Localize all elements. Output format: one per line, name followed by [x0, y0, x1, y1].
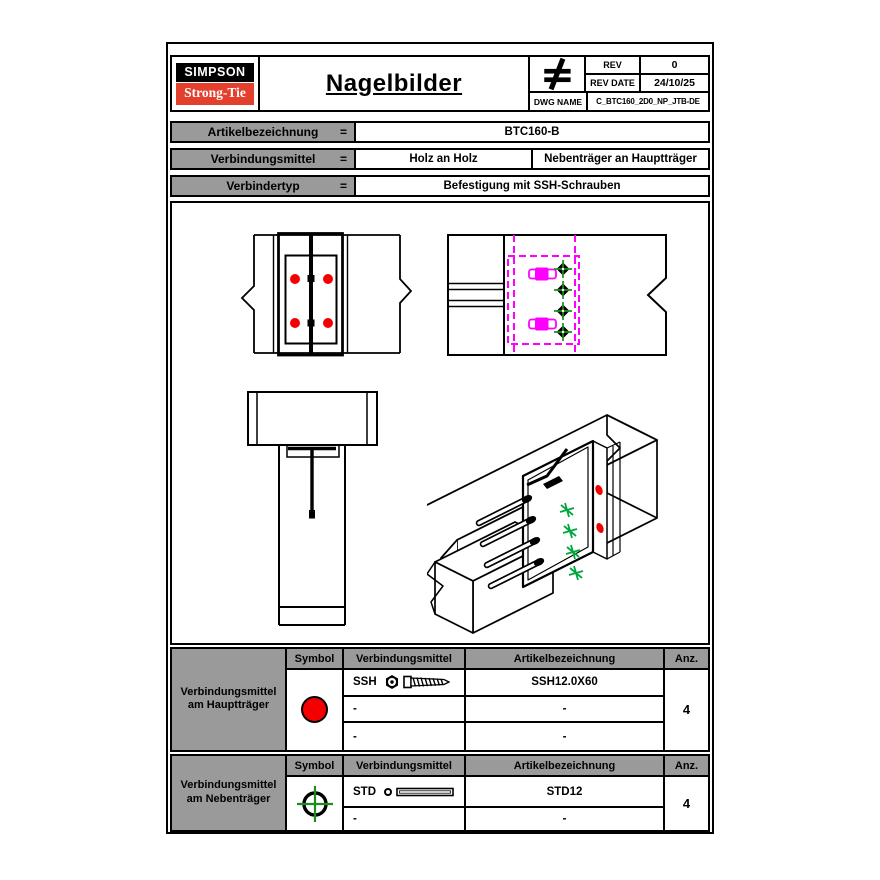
col-header-symbol: Symbol [287, 756, 344, 777]
equals-sign: = [339, 179, 347, 193]
spec-value: Befestigung mit SSH-Schrauben [443, 180, 621, 192]
spec-label-text: Artikelbezeichnung [207, 125, 319, 139]
rev-value: 0 [671, 59, 678, 71]
article-cell: - [466, 723, 665, 750]
title-block [170, 55, 710, 112]
company-logo [172, 57, 260, 110]
spec-value: BTC160-B [504, 126, 560, 138]
spec-row-verbindungsmittel [170, 148, 710, 170]
spec-label [172, 177, 356, 195]
spec-label [172, 150, 356, 168]
fastener-table-haupttraeger [170, 647, 710, 752]
col-header-symbol: Symbol [287, 649, 344, 670]
col-header-verbindungsmittel: Verbindungsmittel [344, 756, 466, 777]
isometric-view-drawing [427, 390, 697, 644]
article-cell: - [466, 808, 665, 830]
spec-value: Nebenträger an Hauptträger [531, 150, 708, 168]
table-row-label: Verbindungsmittel am Hauptträger [172, 649, 287, 750]
page-title: Nagelbilder [325, 69, 463, 97]
green-crosshair-symbol [287, 777, 344, 830]
quantity-cell: 4 [682, 796, 691, 811]
dowel-pin-icon [383, 785, 455, 799]
spec-value: Holz an Holz [409, 153, 478, 165]
article-cell: - [466, 697, 665, 724]
quantity-cell: 4 [682, 702, 691, 718]
fastener-cell: - [344, 697, 466, 724]
spec-label-text: Verbindertyp [226, 179, 300, 193]
red-circle-symbol [287, 670, 344, 750]
col-header-verbindungsmittel: Verbindungsmittel [344, 649, 466, 670]
plan-view-drawing [440, 226, 677, 363]
fastener-cell: - [344, 808, 466, 830]
ssh-screw-markers [529, 268, 556, 331]
col-header-artikelbezeichnung: Artikelbezeichnung [466, 649, 665, 670]
article-cell: SSH12.0X60 [466, 670, 665, 697]
spec-row-artikelbezeichnung [170, 121, 710, 143]
drawing-area [170, 201, 710, 645]
equals-sign: = [339, 125, 347, 139]
fastener-table-nebentraeger [170, 754, 710, 832]
article-cell: STD12 [466, 777, 665, 808]
dwg-name-label: DWG NAME [530, 93, 588, 110]
spec-label [172, 123, 356, 141]
title-cell [260, 57, 530, 110]
rev-label: REV [586, 57, 641, 73]
not-equal-logo-icon [530, 57, 586, 91]
dwg-name-value: C_BTC160_2D0_NP_JTB-DE [596, 97, 700, 106]
rev-date-label: REV DATE [586, 75, 641, 91]
col-header-anz: Anz. [665, 649, 708, 670]
col-header-anz: Anz. [665, 756, 708, 777]
table-row-label: Verbindungsmittel am Nebenträger [172, 756, 287, 830]
hex-nut-and-screw-icon [384, 674, 450, 690]
fastener-cell: - [344, 723, 466, 750]
front-view-drawing [236, 223, 422, 373]
logo-simpson-text: SIMPSON [176, 63, 254, 82]
fastener-cell: STD [344, 777, 466, 808]
logo-strongtie-text: Strong-Tie [176, 83, 254, 105]
spec-row-verbindertyp [170, 175, 710, 197]
rev-date-value: 24/10/25 [654, 77, 695, 89]
revision-block [530, 57, 708, 110]
col-header-artikelbezeichnung: Artikelbezeichnung [466, 756, 665, 777]
top-view-drawing [236, 386, 388, 634]
equals-sign: = [339, 152, 347, 166]
spec-label-text: Verbindungsmittel [210, 152, 316, 166]
fastener-cell: SSH [344, 670, 466, 697]
